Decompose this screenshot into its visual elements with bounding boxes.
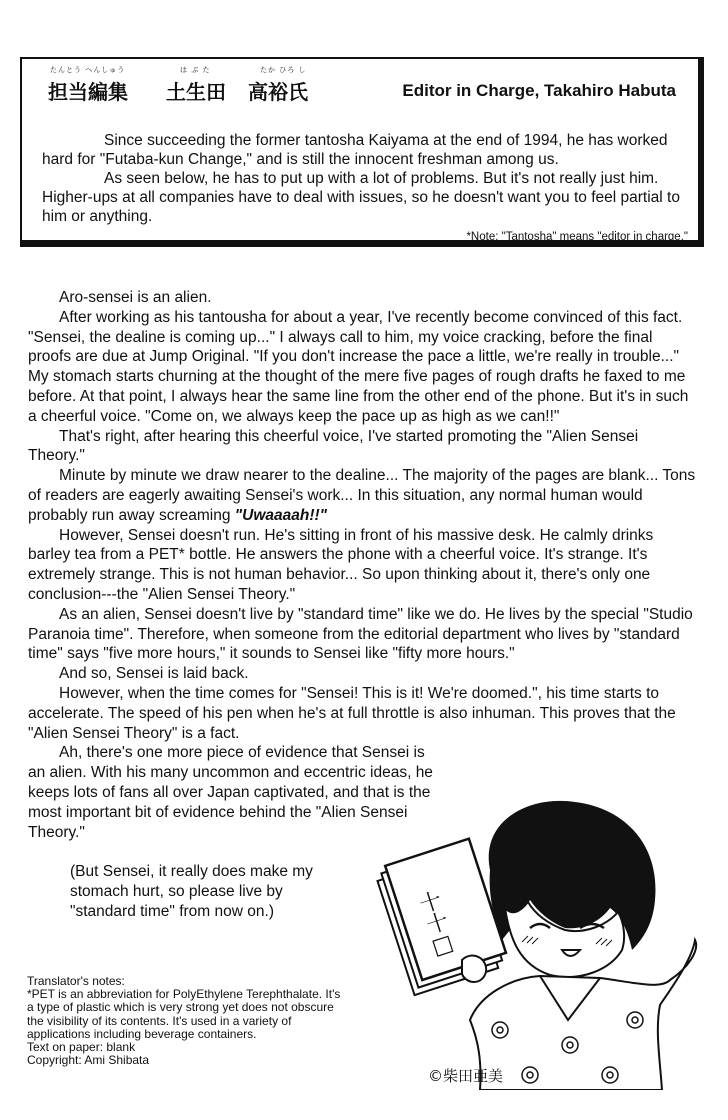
editor-profile-box [20, 57, 704, 247]
tl-copyright: Copyright: Ami Shibata [27, 1053, 150, 1068]
essay-paragraph: However, Sensei doesn't run. He's sitting in front of his massive desk. He calmly drinks barley tea from a PET* bottle. He answers the phone with a cheerful voice. It's strange. It's extremely strange. This is not human behavior... So upon thinking about it, there's only one conclusion---the "Alien Sensei Theory." [28, 526, 654, 603]
furigana-habuta: は ぶ た [180, 66, 211, 74]
tantosha-note: *Note: "Tantosha" means "editor in charge." [466, 231, 688, 243]
essay-paragraph: And so, Sensei is laid back. [59, 665, 249, 683]
hand [462, 956, 486, 982]
tl-heading: Translator's notes: [27, 974, 125, 988]
furigana-editor: たんとう へんしゅう [50, 66, 126, 74]
essay-paragraph: However, when the time comes for "Sensei! This is it! We're doomed.", his time starts to accelerate. The speed of his pen when he's at full throttle is also inhuman. This proves that the "Alien Sensei Theory" is a fact. [28, 684, 676, 742]
jp-surname: 土生田 [166, 80, 226, 104]
artist-signature: ©柴田亜美 [428, 1067, 504, 1085]
essay-text: Minute by minute we draw nearer to the dealine... The majority of the pages are blank... Tons of readers are eagerly awaiting Sensei's work... In this situation, any normal human would probably run away screaming [28, 467, 696, 524]
essay-paragraph: Ah, there's one more piece of evidence that Sensei is an alien. With his many uncommon and eccentric ideas, he keeps lots of fans all over Japan captivated, and that is the most important bit of evidence behind the "Alien Sensei Theory." [28, 744, 433, 841]
paper-glyphs: 十十□ [413, 887, 459, 962]
jp-role: 担当編集 [48, 80, 128, 104]
essay-paragraph [28, 466, 698, 525]
furigana-takahiro: たか ひろ し [260, 66, 307, 74]
essay-body [28, 288, 698, 842]
editor-intro [42, 131, 692, 226]
essay-paragraph: As an alien, Sensei doesn't live by "standard time" like we do. He lives by the special "Studio Paranoia time". Therefore, when someone from the editorial department who lives by "standard time" says "five more hours," it sounds to Sensei like "fifty more hours." [28, 605, 693, 663]
english-title: Editor in Charge, Takahiro Habuta [402, 81, 676, 100]
essay-paragraph: Aro-sensei is an alien. [59, 289, 212, 306]
tl-pet-note: *PET is an abbreviation for PolyEthylene Terephthalate. It's a type of plastic which is very strong yet does not obscure the visibility of its contents. It's used in a variety of applications including beverage containers. [27, 987, 341, 1041]
editor-chibi-illustration [370, 790, 705, 1090]
essay-paragraph: After working as his tantousha for about a year, I've recently become convinced of this fact. "Sensei, the dealine is coming up..." I always call to him, my voice cracking, before the final proofs are due at Jump Original. "If you don't increase the pace a little, we're really in trouble..." My stomach starts churning at the thought of the mere five pages of rough drafts he faxed to me before. At that point, I always hear the same line from the other end of the phone. But it's in such a cheerful voice. "Come on, we always keep the pace up as high as we can!!" [28, 308, 689, 425]
tl-paper-text: Text on paper: blank [27, 1040, 136, 1055]
intro-paragraph: Since succeeding the former tantosha Kaiyama at the end of 1994, he has worked hard for "Futaba-kun Change," and is still the innocent freshman among us. [42, 132, 668, 168]
closing-remark: (But Sensei, it really does make my stomach hurt, so please live by "standard time" from now on.) [70, 863, 313, 920]
scream-text: "Uwaaaah!!" [234, 506, 328, 524]
jp-given-name: 高裕氏 [248, 80, 308, 104]
translator-notes [27, 975, 347, 1067]
intro-paragraph: As seen below, he has to put up with a lot of problems. But it's not really just him. Higher-ups at all companies have to deal with issues, so he doesn't want you to feel partial to him or anything. [42, 170, 680, 225]
essay-paragraph: That's right, after hearing this cheerful voice, I've started promoting the "Alien Sensei Theory." [28, 427, 639, 465]
